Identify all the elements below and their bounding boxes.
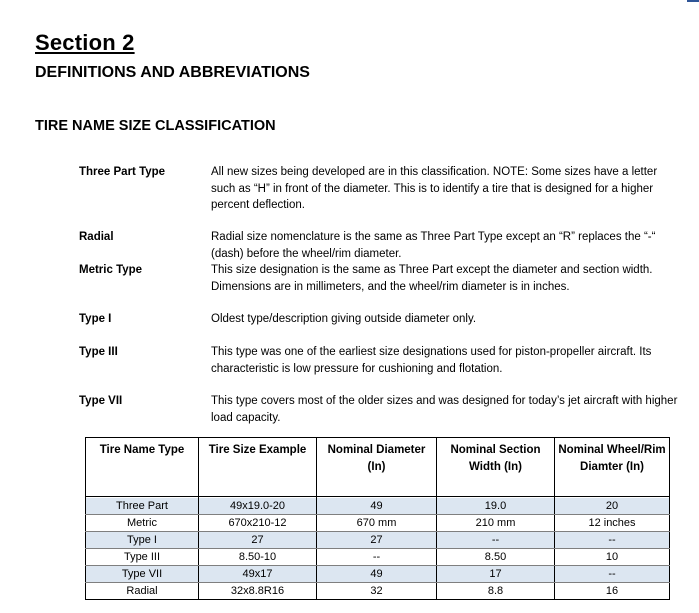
- table-cell: 49x19.0-20: [199, 498, 317, 515]
- table-cell: Type I: [86, 532, 199, 549]
- table-cell: --: [555, 532, 670, 549]
- table-cell: 32x8.8R16: [199, 583, 317, 600]
- corner-mark: [687, 0, 699, 2]
- table-cell: 19.0: [437, 498, 555, 515]
- table-cell: 8.8: [437, 583, 555, 600]
- term-type-i: Type I: [79, 313, 112, 325]
- table-cell: 49: [317, 498, 437, 515]
- header-nominal-section-width: Nominal Section Width (In): [437, 438, 555, 497]
- table-row: [86, 566, 670, 583]
- table-cell: 17: [437, 566, 555, 583]
- term-type-vii: Type VII: [79, 395, 123, 407]
- tire-size-table: [85, 437, 670, 600]
- table-cell: Metric: [86, 515, 199, 532]
- header-tire-name-type: Tire Name Type: [86, 438, 199, 497]
- table-row: [86, 532, 670, 549]
- term-radial: Radial: [79, 231, 114, 243]
- table-row: [86, 515, 670, 532]
- table-cell: 16: [555, 583, 670, 600]
- table-row: [86, 549, 670, 566]
- table-cell: --: [555, 566, 670, 583]
- term-metric: Metric Type: [79, 264, 143, 276]
- definition-three-part: All new sizes being developed are in this classification. NOTE: Some sizes have a letter such as “H” in front of the diameter. This is to identify a tire that is designed for a higher percent deflection.: [211, 166, 658, 211]
- table-cell: 10: [555, 549, 670, 566]
- term-three-part: Three Part Type: [79, 166, 166, 178]
- table-cell: Type III: [86, 549, 199, 566]
- table-cell: 49x17: [199, 566, 317, 583]
- table-cell: 27: [199, 532, 317, 549]
- table-cell: 670 mm: [317, 515, 437, 532]
- term-type-iii: Type III: [79, 346, 118, 358]
- section-subtitle: DEFINITIONS AND ABBREVIATIONS: [35, 64, 310, 81]
- classification-heading: TIRE NAME SIZE CLASSIFICATION: [35, 118, 276, 134]
- table-cell: 49: [317, 566, 437, 583]
- table-cell: 27: [317, 532, 437, 549]
- table-cell: Three Part: [86, 498, 199, 515]
- table-cell: --: [437, 532, 555, 549]
- table-cell: 20: [555, 498, 670, 515]
- table-cell: Radial: [86, 583, 199, 600]
- table-header-row: [86, 438, 670, 497]
- table-cell: 32: [317, 583, 437, 600]
- definition-type-iii: This type was one of the earliest size designations used for piston-propeller aircraft. Its characteristic is low pressure for cushioning and flotation.: [211, 346, 652, 375]
- definition-metric: This size designation is the same as Three Part except the diameter and section width. Dimensions are in millimeters, and the wheel/rim diameter is in inches.: [211, 264, 653, 293]
- definition-type-vii: This type covers most of the older sizes and was designed for today’s jet aircraft with higher load capacity.: [211, 395, 678, 424]
- table-row: [86, 583, 670, 600]
- table-cell: 8.50-10: [199, 549, 317, 566]
- table-cell: 210 mm: [437, 515, 555, 532]
- header-tire-size-example: Tire Size Example: [199, 438, 317, 497]
- table-row: [86, 498, 670, 515]
- section-title: Section 2: [35, 30, 135, 55]
- definition-radial: Radial size nomenclature is the same as Three Part Type except an “R” replaces the “-“ (dash) before the wheel/rim diameter.: [211, 231, 656, 260]
- header-nominal-diameter: Nominal Diameter (In): [317, 438, 437, 497]
- definition-type-i: Oldest type/description giving outside diameter only.: [211, 313, 477, 325]
- table-cell: 8.50: [437, 549, 555, 566]
- table-cell: 12 inches: [555, 515, 670, 532]
- table-cell: 670x210-12: [199, 515, 317, 532]
- header-nominal-wheel-rim-diameter: Nominal Wheel/Rim Diamter (In): [555, 438, 670, 497]
- table-cell: Type VII: [86, 566, 199, 583]
- table-cell: --: [317, 549, 437, 566]
